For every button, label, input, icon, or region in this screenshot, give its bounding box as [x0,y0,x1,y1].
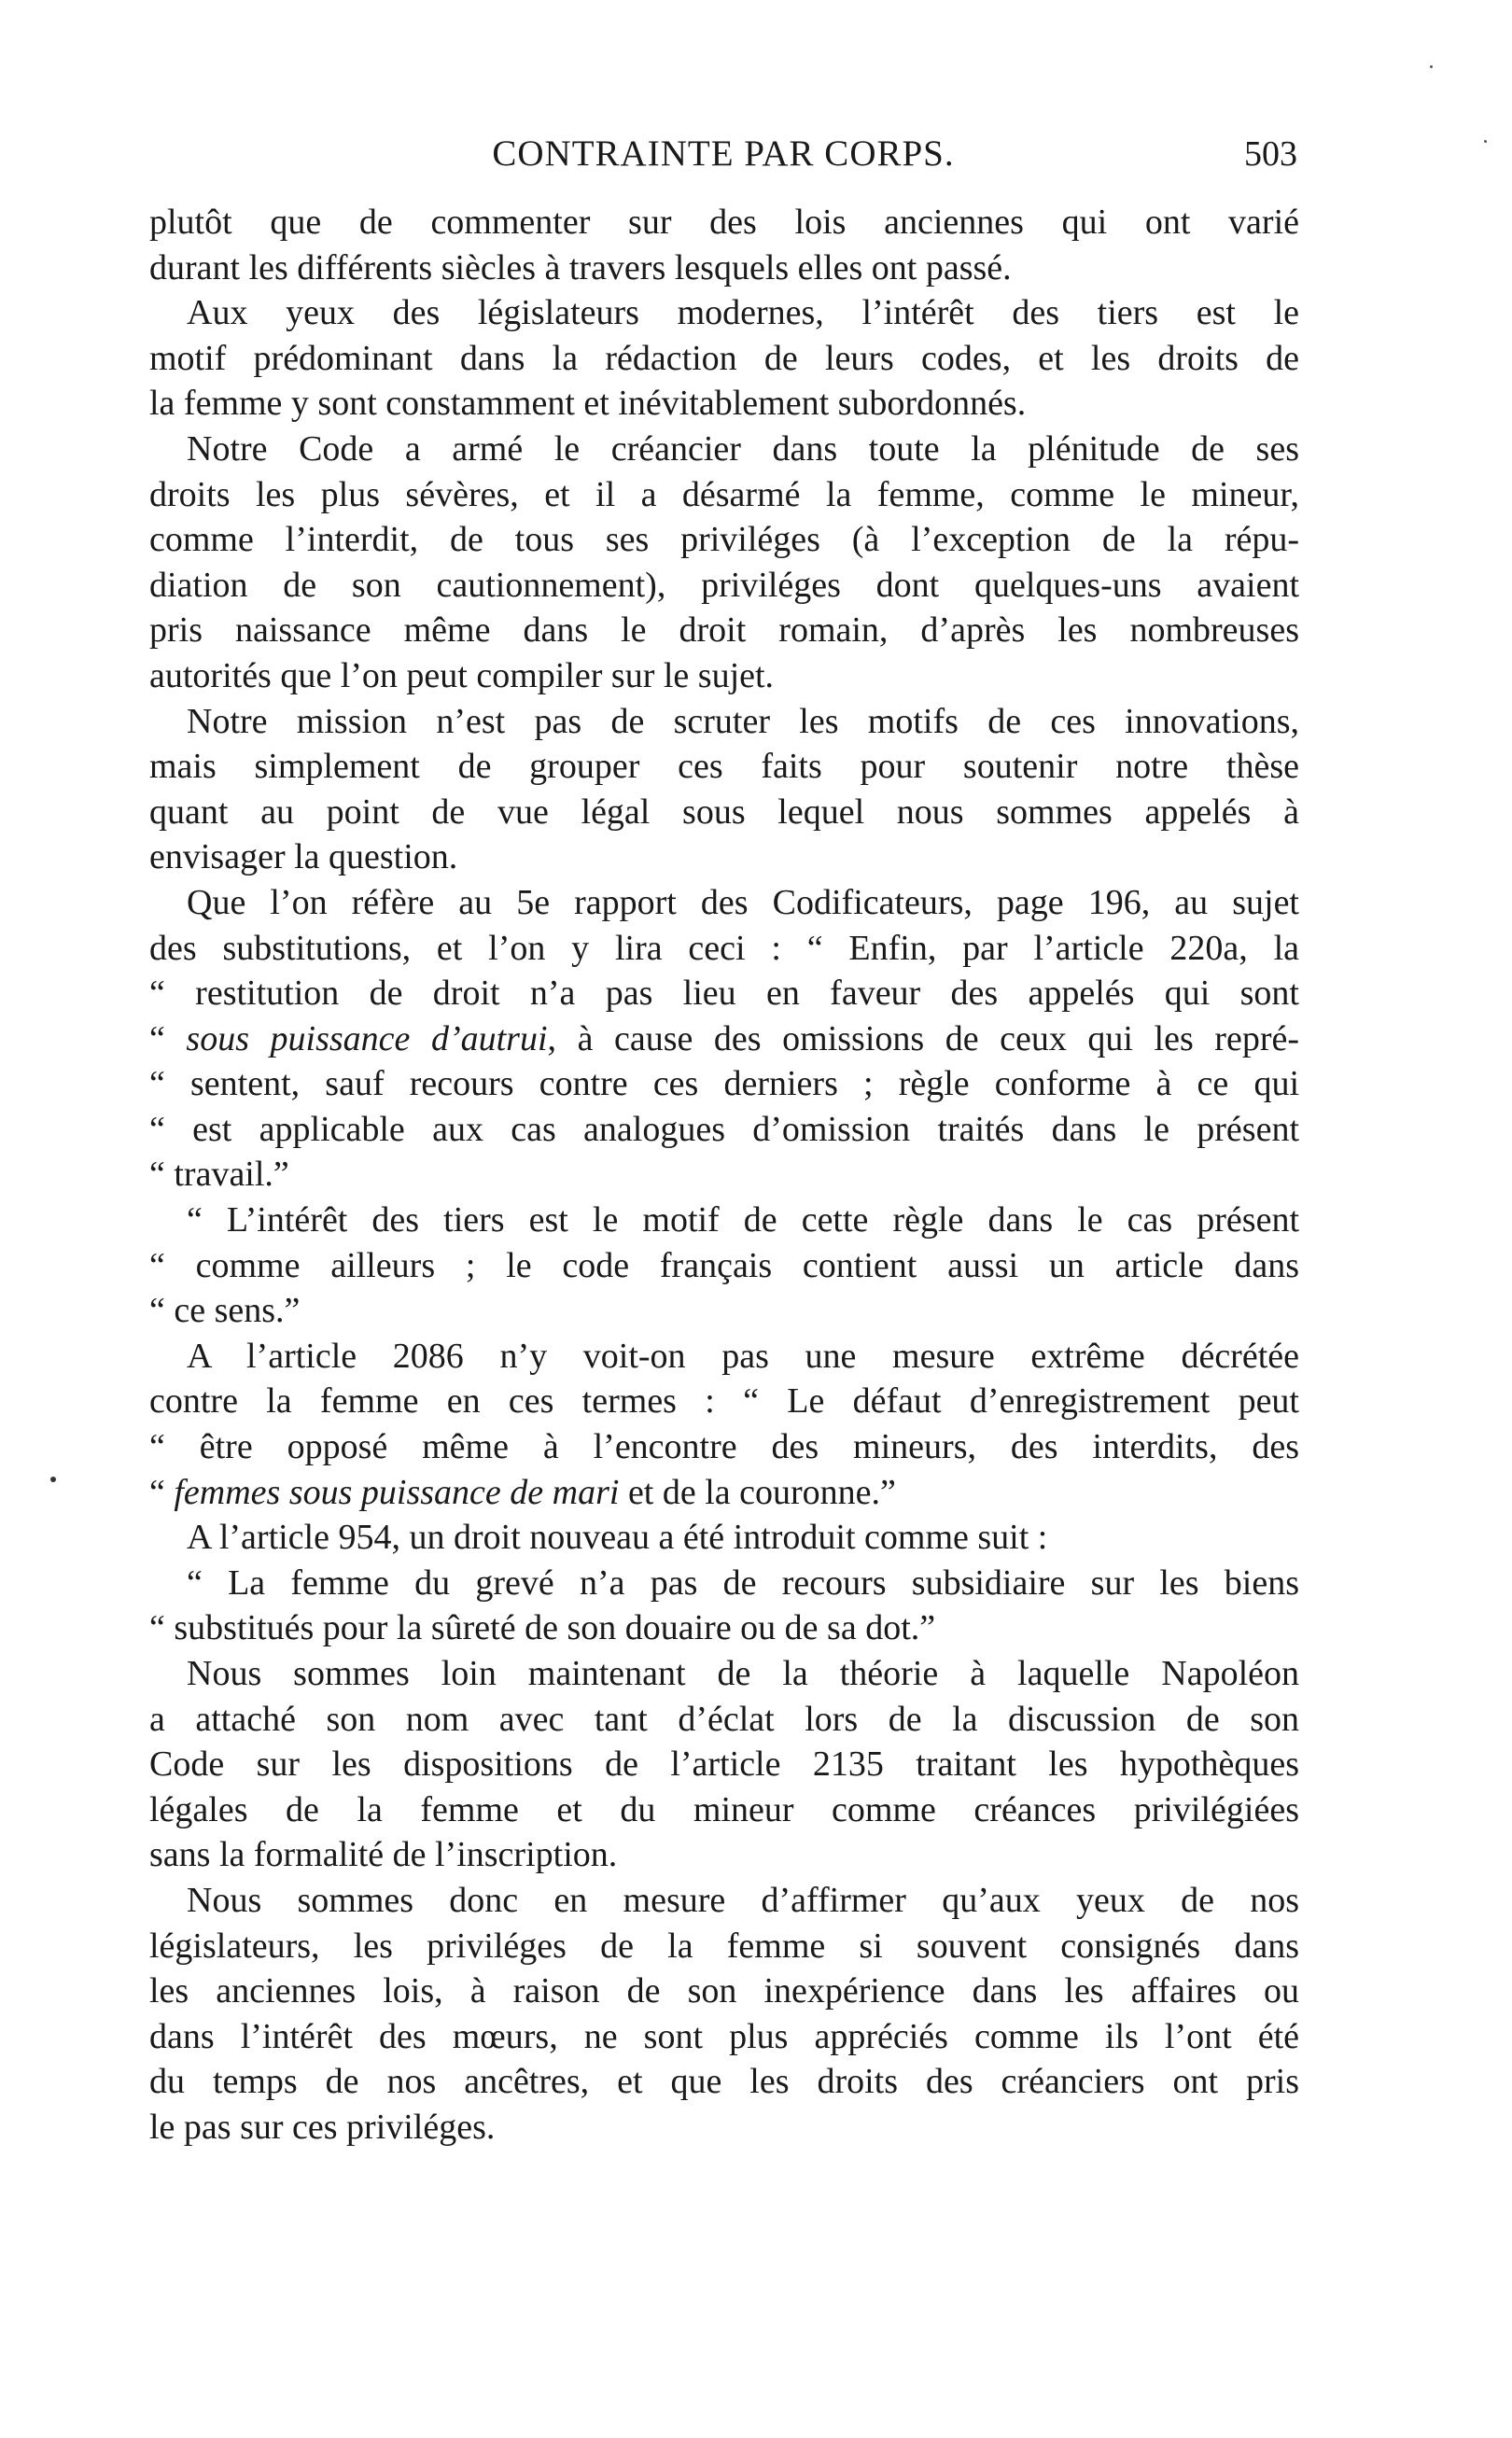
text-line: comme l’interdit, de tous ses priviléges (à l’exception de la répu- [149,520,1299,560]
text-line: “ travail.” [149,1155,289,1195]
text-line: les anciennes lois, à raison de son inexpérience dans les affaires ou [149,1971,1299,2011]
text-line: quant au point de vue légal sous lequel nous sommes appelés à [149,792,1299,832]
text-line: plutôt que de commenter sur des lois anciennes qui ont varié [149,203,1299,242]
text-line: “ restitution de droit n’a pas lieu en faveur des appelés qui sont [149,974,1299,1014]
text-line: “ ce sens.” [149,1291,301,1331]
text-line: “ L’intérêt des tiers est le motif de cette règle dans le cas présent [187,1200,1299,1240]
text-line: mais simplement de grouper ces faits pour soutenir notre thèse [149,747,1299,787]
text-line: Nous sommes loin maintenant de la théorie à laquelle Napoléon [187,1654,1299,1693]
body-text [149,200,1299,2151]
text-line: “ La femme du grevé n’a pas de recours subsidiaire sur les biens [187,1562,1299,1603]
text-line: droits les plus sévères, et il a désarmé la femme, comme le mineur, [149,474,1299,514]
text-line: Aux yeux des législateurs modernes, l’intérêt des tiers est le [187,293,1299,333]
text-line: du temps de nos ancêtres, et que les droits des créanciers ont pris [149,2062,1299,2102]
text-line: des substitutions, et l’on y lira ceci : “ Enfin, par l’article 220a, la [149,928,1299,968]
text-line: légales de la femme et du mineur comme créances privilégiées [149,1789,1299,1829]
text-line: envisager la question. [149,837,458,877]
text-line: A l’article 954, un droit nouveau a été introduit comme suit : [187,1518,1048,1558]
text-line: “ sous puissance d’autrui, à cause des omissions de ceux qui les repré- [149,1018,1299,1058]
text-line: sans la formalité de l’inscription. [149,1835,618,1875]
text-line: motif prédominant dans la rédaction de leurs codes, et les droits de [149,338,1299,378]
text-line: dans l’intérêt des mœurs, ne sont plus appréciés comme ils l’ont été [149,2016,1299,2056]
text-line: a attaché son nom avec tant d’éclat lors de la discussion de son [149,1699,1299,1739]
text-line: Notre Code a armé le créancier dans toute la plénitude de ses [187,428,1299,469]
margin-speck [1484,140,1487,143]
text-line: “ est applicable aux cas analogues d’omission traités dans le présent [149,1109,1299,1149]
margin-dot [50,1477,56,1482]
text-line: pris naissance même dans le droit romain, d’après les nombreuses [149,610,1299,651]
text-line: législateurs, les priviléges de la femme si souvent consignés dans [149,1926,1299,1966]
margin-speck [1430,65,1433,68]
text-line: Notre mission n’est pas de scruter les motifs de ces innovations, [187,701,1299,741]
text-line: le pas sur ces priviléges. [149,2107,496,2147]
text-line: durant les différents siècles à travers lesquels elles ont passé. [149,247,1012,287]
text-line: A l’article 2086 n’y voit-on pas une mesure extrême décrétée [187,1336,1299,1376]
page-number: 503 [1244,134,1297,174]
text-line: autorités que l’on peut compiler sur le sujet. [149,655,775,695]
text-line: “ sentent, sauf recours contre ces derniers ; règle conforme à ce qui [149,1064,1299,1104]
text-line: “ être opposé même à l’encontre des mineurs, des interdits, des [149,1427,1299,1467]
text-line: Nous sommes donc en mesure d’affirmer qu’aux yeux de nos [187,1880,1299,1920]
text-line: “ comme ailleurs ; le code français contient aussi un article dans [149,1245,1299,1285]
text-line: Code sur les dispositions de l’article 2135 traitant les hypothèques [149,1744,1299,1785]
running-head [149,131,1297,177]
text-line: “ femmes sous puissance de mari et de la couronne.” [149,1472,896,1512]
text-line: “ substitués pour la sûreté de son douaire ou de sa dot.” [149,1608,936,1648]
text-line: diation de son cautionnement), priviléges dont quelques-uns avaient [149,565,1299,605]
text-line: contre la femme en ces termes : “ Le défaut d’enregistrement peut [149,1381,1299,1422]
text-line: la femme y sont constamment et inévitablement subordonnés. [149,384,1027,424]
running-title: CONTRAINTE PAR CORPS. [492,133,955,174]
text-line: Que l’on réfère au 5e rapport des Codificateurs, page 196, au sujet [187,882,1299,922]
